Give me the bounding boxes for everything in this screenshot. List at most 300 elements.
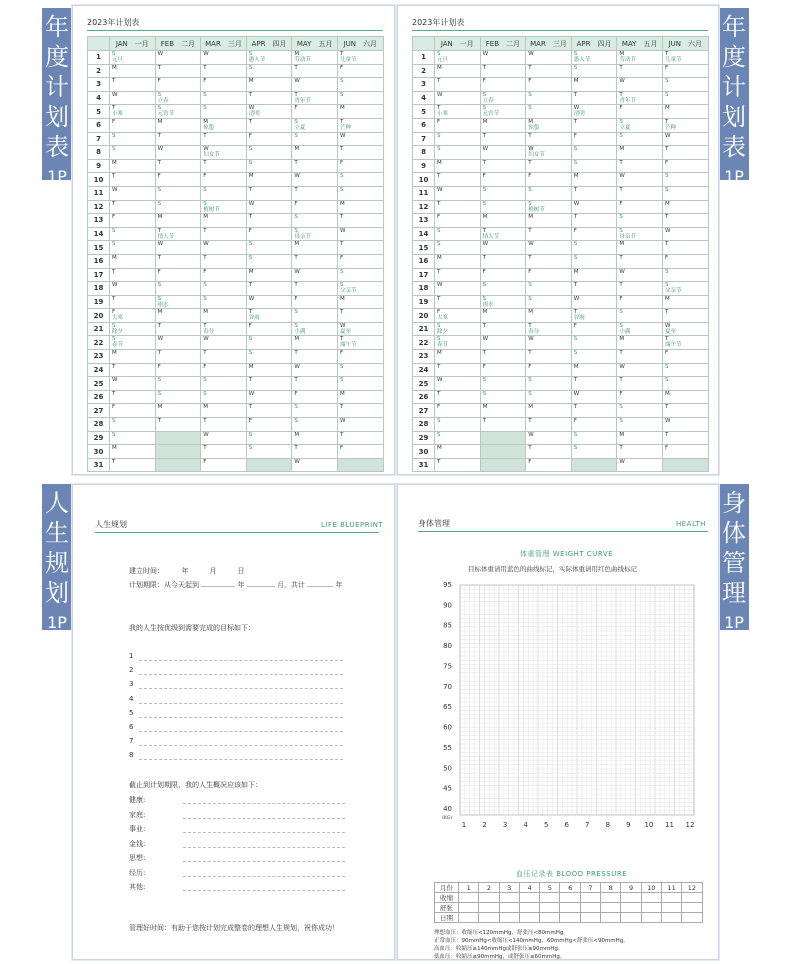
day-cell[interactable] (662, 173, 708, 187)
day-cell[interactable] (155, 132, 201, 146)
day-cell[interactable] (155, 418, 201, 432)
day-cell[interactable] (662, 350, 708, 364)
bp-input-cell[interactable] (580, 893, 600, 903)
day-cell[interactable] (337, 78, 383, 92)
day-cell[interactable] (617, 336, 663, 350)
day-cell[interactable] (201, 200, 247, 214)
day-cell[interactable] (435, 268, 481, 282)
day-cell[interactable] (662, 431, 708, 445)
day-cell[interactable] (246, 309, 292, 323)
day-cell[interactable] (617, 214, 663, 228)
day-cell[interactable] (246, 78, 292, 92)
day-cell[interactable] (110, 282, 156, 296)
goal-line[interactable] (139, 731, 343, 732)
day-cell[interactable] (526, 390, 572, 404)
day-cell[interactable] (292, 377, 338, 391)
day-cell[interactable] (526, 159, 572, 173)
day-cell[interactable] (337, 146, 383, 160)
day-cell[interactable] (201, 363, 247, 377)
day-cell[interactable] (617, 118, 663, 132)
day-cell[interactable] (617, 186, 663, 200)
bp-input-cell[interactable] (621, 903, 641, 913)
day-cell[interactable] (571, 268, 617, 282)
bp-input-cell[interactable] (560, 913, 580, 923)
day-cell[interactable] (337, 227, 383, 241)
day-cell[interactable] (110, 146, 156, 160)
bp-input-cell[interactable] (479, 893, 499, 903)
day-cell[interactable] (155, 105, 201, 119)
day-cell[interactable] (337, 241, 383, 255)
day-cell[interactable] (337, 282, 383, 296)
day-cell[interactable] (480, 241, 526, 255)
day-cell[interactable] (435, 214, 481, 228)
day-cell[interactable] (617, 431, 663, 445)
day-cell[interactable] (571, 295, 617, 309)
day-cell[interactable] (480, 186, 526, 200)
goal-line[interactable] (139, 688, 343, 689)
day-cell[interactable] (155, 227, 201, 241)
day-cell[interactable] (617, 146, 663, 160)
day-cell[interactable] (435, 336, 481, 350)
day-cell[interactable] (246, 363, 292, 377)
day-cell[interactable] (480, 105, 526, 119)
day-cell[interactable] (292, 91, 338, 105)
day-cell[interactable] (571, 51, 617, 65)
day-cell[interactable] (526, 227, 572, 241)
day-cell[interactable] (155, 146, 201, 160)
bp-input-cell[interactable] (661, 913, 681, 923)
day-cell[interactable] (617, 64, 663, 78)
day-cell[interactable] (526, 377, 572, 391)
day-cell[interactable] (480, 132, 526, 146)
day-cell[interactable] (435, 78, 481, 92)
day-cell[interactable] (526, 241, 572, 255)
day-cell[interactable] (337, 350, 383, 364)
day-cell[interactable] (337, 336, 383, 350)
day-cell[interactable] (526, 118, 572, 132)
day-cell[interactable] (480, 309, 526, 323)
day-cell[interactable] (110, 173, 156, 187)
day-cell[interactable] (435, 390, 481, 404)
day-cell[interactable] (662, 132, 708, 146)
day-cell[interactable] (292, 404, 338, 418)
day-cell[interactable] (246, 91, 292, 105)
day-cell[interactable] (526, 322, 572, 336)
day-cell[interactable] (155, 309, 201, 323)
day-cell[interactable] (526, 458, 572, 472)
day-cell[interactable] (110, 132, 156, 146)
bp-input-cell[interactable] (661, 903, 681, 913)
day-cell[interactable] (480, 282, 526, 296)
day-cell[interactable] (617, 159, 663, 173)
day-cell[interactable] (662, 146, 708, 160)
goal-line[interactable] (139, 745, 343, 746)
day-cell[interactable] (110, 105, 156, 119)
day-cell[interactable] (571, 214, 617, 228)
bp-input-cell[interactable] (519, 913, 539, 923)
day-cell[interactable] (110, 214, 156, 228)
day-cell[interactable] (526, 309, 572, 323)
day-cell[interactable] (110, 159, 156, 173)
bp-input-cell[interactable] (682, 893, 702, 903)
day-cell[interactable] (337, 295, 383, 309)
day-cell[interactable] (526, 295, 572, 309)
day-cell[interactable] (292, 200, 338, 214)
day-cell[interactable] (110, 78, 156, 92)
day-cell[interactable] (337, 309, 383, 323)
day-cell[interactable] (292, 445, 338, 459)
day-cell[interactable] (155, 159, 201, 173)
day-cell[interactable] (155, 336, 201, 350)
day-cell[interactable] (292, 146, 338, 160)
day-cell[interactable] (662, 295, 708, 309)
day-cell[interactable] (246, 350, 292, 364)
day-cell[interactable] (571, 336, 617, 350)
day-cell[interactable] (201, 458, 247, 472)
day-cell[interactable] (571, 64, 617, 78)
day-cell[interactable] (155, 282, 201, 296)
day-cell[interactable] (110, 404, 156, 418)
day-cell[interactable] (201, 105, 247, 119)
day-cell[interactable] (246, 214, 292, 228)
day-cell[interactable] (246, 105, 292, 119)
day-cell[interactable] (201, 282, 247, 296)
day-cell[interactable] (246, 200, 292, 214)
day-cell[interactable] (435, 295, 481, 309)
status-line[interactable] (183, 847, 345, 848)
bp-input-cell[interactable] (499, 903, 519, 913)
day-cell[interactable] (201, 254, 247, 268)
day-cell[interactable] (480, 146, 526, 160)
day-cell[interactable] (571, 132, 617, 146)
day-cell[interactable] (571, 282, 617, 296)
day-cell[interactable] (246, 377, 292, 391)
day-cell[interactable] (526, 445, 572, 459)
day-cell[interactable] (662, 268, 708, 282)
day-cell[interactable] (110, 186, 156, 200)
day-cell[interactable] (155, 363, 201, 377)
day-cell[interactable] (292, 173, 338, 187)
day-cell[interactable] (292, 241, 338, 255)
day-cell[interactable] (337, 51, 383, 65)
day-cell[interactable] (435, 309, 481, 323)
day-cell[interactable] (526, 91, 572, 105)
day-cell[interactable] (480, 51, 526, 65)
day-cell[interactable] (201, 227, 247, 241)
day-cell[interactable] (662, 377, 708, 391)
day-cell[interactable] (110, 431, 156, 445)
day-cell[interactable] (337, 404, 383, 418)
day-cell[interactable] (662, 363, 708, 377)
day-cell[interactable] (526, 268, 572, 282)
goal-line[interactable] (139, 703, 343, 704)
day-cell[interactable] (617, 227, 663, 241)
day-cell[interactable] (435, 418, 481, 432)
day-cell[interactable] (662, 200, 708, 214)
day-cell[interactable] (246, 146, 292, 160)
day-cell[interactable] (526, 336, 572, 350)
day-cell[interactable] (292, 336, 338, 350)
day-cell[interactable] (201, 214, 247, 228)
day-cell[interactable] (526, 350, 572, 364)
day-cell[interactable] (571, 186, 617, 200)
day-cell[interactable] (480, 390, 526, 404)
day-cell[interactable] (662, 214, 708, 228)
day-cell[interactable] (617, 268, 663, 282)
bp-input-cell[interactable] (519, 903, 539, 913)
bp-input-cell[interactable] (601, 913, 621, 923)
bp-input-cell[interactable] (459, 893, 479, 903)
day-cell[interactable] (201, 241, 247, 255)
day-cell[interactable] (292, 458, 338, 472)
bp-input-cell[interactable] (560, 903, 580, 913)
day-cell[interactable] (662, 336, 708, 350)
day-cell[interactable] (110, 458, 156, 472)
day-cell[interactable] (662, 118, 708, 132)
bp-input-cell[interactable] (459, 913, 479, 923)
day-cell[interactable] (617, 295, 663, 309)
day-cell[interactable] (246, 132, 292, 146)
day-cell[interactable] (337, 132, 383, 146)
day-cell[interactable] (617, 173, 663, 187)
day-cell[interactable] (110, 241, 156, 255)
day-cell[interactable] (617, 91, 663, 105)
day-cell[interactable] (155, 377, 201, 391)
day-cell[interactable] (526, 132, 572, 146)
day-cell[interactable] (571, 418, 617, 432)
bp-input-cell[interactable] (621, 913, 641, 923)
day-cell[interactable] (292, 227, 338, 241)
day-cell[interactable] (617, 377, 663, 391)
day-cell[interactable] (571, 322, 617, 336)
bp-input-cell[interactable] (519, 893, 539, 903)
day-cell[interactable] (110, 418, 156, 432)
day-cell[interactable] (480, 173, 526, 187)
day-cell[interactable] (246, 445, 292, 459)
day-cell[interactable] (435, 132, 481, 146)
day-cell[interactable] (526, 64, 572, 78)
day-cell[interactable] (337, 363, 383, 377)
day-cell[interactable] (246, 336, 292, 350)
day-cell[interactable] (662, 282, 708, 296)
day-cell[interactable] (571, 363, 617, 377)
day-cell[interactable] (110, 51, 156, 65)
goal-line[interactable] (139, 759, 343, 760)
day-cell[interactable] (246, 418, 292, 432)
day-cell[interactable] (337, 159, 383, 173)
day-cell[interactable] (571, 350, 617, 364)
bp-input-cell[interactable] (682, 903, 702, 913)
bp-input-cell[interactable] (479, 903, 499, 913)
day-cell[interactable] (617, 282, 663, 296)
day-cell[interactable] (201, 309, 247, 323)
status-line[interactable] (183, 818, 345, 819)
day-cell[interactable] (292, 51, 338, 65)
day-cell[interactable] (201, 431, 247, 445)
day-cell[interactable] (201, 322, 247, 336)
day-cell[interactable] (435, 254, 481, 268)
day-cell[interactable] (201, 295, 247, 309)
day-cell[interactable] (526, 404, 572, 418)
day-cell[interactable] (201, 377, 247, 391)
day-cell[interactable] (292, 350, 338, 364)
goal-line[interactable] (139, 674, 343, 675)
day-cell[interactable] (246, 268, 292, 282)
day-cell[interactable] (435, 322, 481, 336)
day-cell[interactable] (246, 241, 292, 255)
day-cell[interactable] (526, 78, 572, 92)
day-cell[interactable] (617, 200, 663, 214)
day-cell[interactable] (201, 146, 247, 160)
day-cell[interactable] (571, 118, 617, 132)
day-cell[interactable] (435, 458, 481, 472)
day-cell[interactable] (435, 377, 481, 391)
day-cell[interactable] (435, 227, 481, 241)
day-cell[interactable] (292, 390, 338, 404)
day-cell[interactable] (435, 105, 481, 119)
day-cell[interactable] (201, 390, 247, 404)
bp-input-cell[interactable] (459, 903, 479, 913)
day-cell[interactable] (337, 377, 383, 391)
day-cell[interactable] (662, 227, 708, 241)
day-cell[interactable] (571, 241, 617, 255)
day-cell[interactable] (246, 282, 292, 296)
goal-line[interactable] (139, 660, 343, 661)
day-cell[interactable] (201, 418, 247, 432)
day-cell[interactable] (292, 118, 338, 132)
day-cell[interactable] (617, 132, 663, 146)
day-cell[interactable] (617, 363, 663, 377)
day-cell[interactable] (435, 118, 481, 132)
day-cell[interactable] (662, 91, 708, 105)
day-cell[interactable] (155, 214, 201, 228)
day-cell[interactable] (155, 322, 201, 336)
day-cell[interactable] (246, 51, 292, 65)
day-cell[interactable] (617, 78, 663, 92)
day-cell[interactable] (246, 227, 292, 241)
day-cell[interactable] (110, 268, 156, 282)
day-cell[interactable] (155, 118, 201, 132)
day-cell[interactable] (662, 404, 708, 418)
day-cell[interactable] (617, 445, 663, 459)
day-cell[interactable] (337, 390, 383, 404)
day-cell[interactable] (435, 186, 481, 200)
day-cell[interactable] (617, 51, 663, 65)
day-cell[interactable] (571, 200, 617, 214)
day-cell[interactable] (292, 282, 338, 296)
day-cell[interactable] (480, 64, 526, 78)
day-cell[interactable] (110, 377, 156, 391)
status-line[interactable] (183, 832, 345, 833)
day-cell[interactable] (571, 431, 617, 445)
day-cell[interactable] (155, 254, 201, 268)
bp-input-cell[interactable] (601, 893, 621, 903)
day-cell[interactable] (526, 200, 572, 214)
day-cell[interactable] (155, 404, 201, 418)
day-cell[interactable] (435, 51, 481, 65)
day-cell[interactable] (662, 254, 708, 268)
day-cell[interactable] (155, 91, 201, 105)
bp-input-cell[interactable] (479, 913, 499, 923)
day-cell[interactable] (292, 214, 338, 228)
day-cell[interactable] (201, 350, 247, 364)
day-cell[interactable] (337, 214, 383, 228)
day-cell[interactable] (337, 445, 383, 459)
day-cell[interactable] (201, 51, 247, 65)
day-cell[interactable] (110, 336, 156, 350)
day-cell[interactable] (337, 64, 383, 78)
day-cell[interactable] (617, 309, 663, 323)
day-cell[interactable] (480, 377, 526, 391)
day-cell[interactable] (480, 118, 526, 132)
day-cell[interactable] (435, 282, 481, 296)
day-cell[interactable] (292, 295, 338, 309)
day-cell[interactable] (526, 51, 572, 65)
day-cell[interactable] (480, 268, 526, 282)
day-cell[interactable] (526, 431, 572, 445)
day-cell[interactable] (201, 118, 247, 132)
day-cell[interactable] (155, 390, 201, 404)
bp-input-cell[interactable] (641, 913, 661, 923)
day-cell[interactable] (201, 78, 247, 92)
bp-input-cell[interactable] (540, 893, 560, 903)
day-cell[interactable] (155, 186, 201, 200)
day-cell[interactable] (110, 295, 156, 309)
day-cell[interactable] (526, 418, 572, 432)
day-cell[interactable] (480, 254, 526, 268)
day-cell[interactable] (526, 146, 572, 160)
day-cell[interactable] (571, 78, 617, 92)
day-cell[interactable] (480, 295, 526, 309)
day-cell[interactable] (246, 159, 292, 173)
day-cell[interactable] (201, 445, 247, 459)
day-cell[interactable] (435, 146, 481, 160)
day-cell[interactable] (110, 390, 156, 404)
goal-line[interactable] (139, 717, 343, 718)
day-cell[interactable] (337, 200, 383, 214)
day-cell[interactable] (480, 78, 526, 92)
day-cell[interactable] (292, 159, 338, 173)
day-cell[interactable] (526, 363, 572, 377)
day-cell[interactable] (292, 132, 338, 146)
day-cell[interactable] (201, 132, 247, 146)
day-cell[interactable] (155, 241, 201, 255)
day-cell[interactable] (617, 350, 663, 364)
day-cell[interactable] (292, 268, 338, 282)
day-cell[interactable] (337, 118, 383, 132)
day-cell[interactable] (662, 390, 708, 404)
day-cell[interactable] (292, 105, 338, 119)
day-cell[interactable] (201, 91, 247, 105)
bp-input-cell[interactable] (499, 893, 519, 903)
bp-input-cell[interactable] (641, 893, 661, 903)
day-cell[interactable] (246, 173, 292, 187)
day-cell[interactable] (435, 64, 481, 78)
day-cell[interactable] (201, 186, 247, 200)
day-cell[interactable] (155, 200, 201, 214)
day-cell[interactable] (662, 241, 708, 255)
day-cell[interactable] (110, 350, 156, 364)
day-cell[interactable] (337, 91, 383, 105)
day-cell[interactable] (110, 227, 156, 241)
day-cell[interactable] (435, 431, 481, 445)
day-cell[interactable] (110, 91, 156, 105)
day-cell[interactable] (617, 418, 663, 432)
day-cell[interactable] (292, 309, 338, 323)
day-cell[interactable] (292, 186, 338, 200)
bp-input-cell[interactable] (601, 903, 621, 913)
status-line[interactable] (183, 803, 345, 804)
